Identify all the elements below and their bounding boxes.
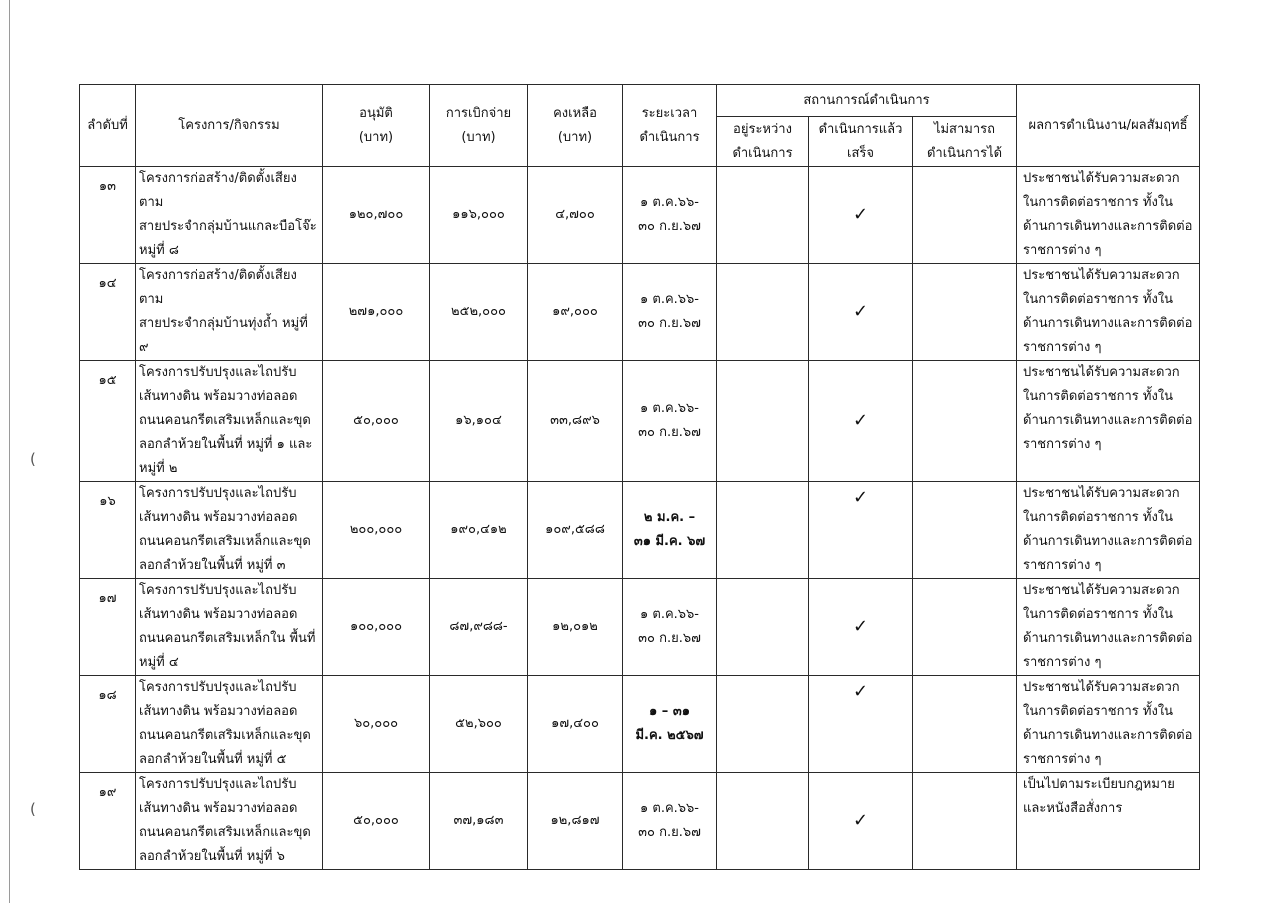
cell-line: ๑ ต.ค.๖๖-	[640, 292, 699, 307]
cell-line: ๑ ต.ค.๖๖-	[640, 801, 699, 816]
approved-amount: ๑๒๐,๗๐๐	[323, 167, 430, 264]
cell-line: ด้านการเดินทางและการติดต่อ	[1023, 219, 1193, 234]
cell-line: ๓๐ ก.ย.๖๗	[638, 316, 701, 331]
cell-line: เส้นทางดิน พร้อมวางท่อลอด	[139, 607, 298, 622]
disbursed-amount: ๑๑๖,๐๐๐	[430, 167, 528, 264]
header-approved: อนุมัติ (บาท)	[323, 85, 430, 167]
approved-amount: ๕๐,๐๐๐	[323, 773, 430, 870]
header-remaining: คงเหลือ (บาท)	[528, 85, 623, 167]
status-unable	[913, 167, 1017, 264]
cell-line: ราชการต่าง ๆ	[1023, 243, 1102, 258]
check-mark-icon: ✓	[852, 681, 869, 702]
header-unable: ไม่สามารถ ดำเนินการได้	[913, 117, 1017, 167]
table-row	[80, 167, 1200, 264]
cell-line: หมู่ที่ ๒	[139, 461, 178, 476]
cell-line: เส้นทางดิน พร้อมวางท่อลอด	[139, 801, 298, 816]
status-completed	[809, 773, 913, 870]
cell-line: ๓๐ ก.ย.๖๗	[638, 219, 701, 234]
status-completed	[809, 482, 913, 579]
row-number: ๑๙	[80, 773, 136, 870]
cell-line: ลอกลำห้วยในพื้นที่ หมู่ที่ ๓	[139, 558, 286, 573]
cell-line: ในการติดต่อราชการ ทั้งใน	[1023, 607, 1174, 622]
check-mark-icon: ✓	[852, 204, 869, 225]
table-row	[80, 264, 1200, 361]
project-name	[136, 676, 323, 773]
result-text	[1017, 264, 1200, 361]
cell-line: ด้านการเดินทางและการติดต่อ	[1023, 316, 1193, 331]
header-status: สถานการณ์ดำเนินการ	[717, 85, 1017, 117]
row-number: ๑๓	[80, 167, 136, 264]
cell-line: โครงการปรับปรุงและไถปรับ	[139, 680, 297, 695]
disbursed-amount: ๑๙๐,๔๑๒	[430, 482, 528, 579]
header-project: โครงการ/กิจกรรม	[136, 85, 323, 167]
cell-line: ๓๑ มี.ค. ๖๗	[633, 534, 706, 549]
check-mark-icon: ✓	[852, 410, 869, 431]
remaining-amount: ๔,๗๐๐	[528, 167, 623, 264]
cell-line: ในการติดต่อราชการ ทั้งใน	[1023, 195, 1174, 210]
status-in-progress	[717, 482, 809, 579]
cell-line: ด้านการเดินทางและการติดต่อ	[1023, 728, 1193, 743]
approved-amount: ๕๐,๐๐๐	[323, 361, 430, 482]
status-unable	[913, 579, 1017, 676]
project-name	[136, 167, 323, 264]
remaining-amount: ๑๐๙,๕๘๘	[528, 482, 623, 579]
header-period: ระยะเวลา ดำเนินการ	[623, 85, 717, 167]
remaining-amount: ๓๓,๘๙๖	[528, 361, 623, 482]
row-number: ๑๘	[80, 676, 136, 773]
disbursed-amount: ๒๕๒,๐๐๐	[430, 264, 528, 361]
cell-line: ๓๐ ก.ย.๖๗	[638, 631, 701, 646]
cell-line: และหนังสือสั่งการ	[1023, 801, 1123, 816]
project-name	[136, 264, 323, 361]
status-in-progress	[717, 264, 809, 361]
cell-line: ราชการต่าง ๆ	[1023, 340, 1102, 355]
cell-line: ถนนคอนกรีตเสริมเหล็กและขุด	[139, 413, 311, 428]
status-in-progress	[717, 773, 809, 870]
cell-line: ๑ ต.ค.๖๖-	[640, 401, 699, 416]
disbursed-amount: ๘๗,๙๘๘-	[430, 579, 528, 676]
cell-line: ราชการต่าง ๆ	[1023, 655, 1102, 670]
cell-line: หมู่ที่ ๔	[139, 655, 179, 670]
result-text	[1017, 676, 1200, 773]
cell-line: ในการติดต่อราชการ ทั้งใน	[1023, 292, 1174, 307]
disbursed-amount: ๕๒,๖๐๐	[430, 676, 528, 773]
remaining-amount: ๑๗,๔๐๐	[528, 676, 623, 773]
status-in-progress	[717, 676, 809, 773]
status-unable	[913, 773, 1017, 870]
cell-line: ลอกลำห้วยในพื้นที่ หมู่ที่ ๑ และ	[139, 437, 313, 452]
period	[623, 361, 717, 482]
period	[623, 773, 717, 870]
table-row	[80, 676, 1200, 773]
status-unable	[913, 676, 1017, 773]
period	[623, 482, 717, 579]
cell-line: ๑ ต.ค.๖๖-	[640, 195, 699, 210]
cell-line: ลอกลำห้วยในพื้นที่ หมู่ที่ ๖	[139, 849, 285, 864]
cell-line: ๓๐ ก.ย.๖๗	[638, 825, 701, 840]
row-number: ๑๔	[80, 264, 136, 361]
cell-line: ด้านการเดินทางและการติดต่อ	[1023, 413, 1193, 428]
cell-line: ถนนคอนกรีตเสริมเหล็กและขุด	[139, 534, 311, 549]
disbursed-amount: ๑๖,๑๐๔	[430, 361, 528, 482]
cell-line: ประชาชนได้รับความสะดวก	[1023, 171, 1180, 186]
status-unable	[913, 264, 1017, 361]
project-name	[136, 361, 323, 482]
header-no: ลำดับที่	[80, 85, 136, 167]
cell-line: ถนนคอนกรีตเสริมเหล็กและขุด	[139, 825, 311, 840]
margin-mark: (	[30, 450, 36, 468]
result-text	[1017, 579, 1200, 676]
period	[623, 167, 717, 264]
cell-line: ราชการต่าง ๆ	[1023, 437, 1102, 452]
cell-line: ๒ ม.ค. –	[643, 510, 696, 525]
status-in-progress	[717, 579, 809, 676]
row-number: ๑๕	[80, 361, 136, 482]
project-name	[136, 482, 323, 579]
remaining-amount: ๑๒,๘๑๗	[528, 773, 623, 870]
remaining-amount: ๑๒,๐๑๒	[528, 579, 623, 676]
table-row	[80, 482, 1200, 579]
result-text	[1017, 773, 1200, 870]
cell-line: เส้นทางดิน พร้อมวางท่อลอด	[139, 510, 298, 525]
cell-line: สายประจำกลุ่มบ้านทุ่งถ้ำ หมู่ที่ ๙	[139, 316, 308, 355]
period	[623, 264, 717, 361]
cell-line: ประชาชนได้รับความสะดวก	[1023, 365, 1180, 380]
status-unable	[913, 482, 1017, 579]
status-in-progress	[717, 167, 809, 264]
status-completed	[809, 167, 913, 264]
cell-line: ในการติดต่อราชการ ทั้งใน	[1023, 704, 1174, 719]
header-in-progress: อยู่ระหว่าง ดำเนินการ	[717, 117, 809, 167]
cell-line: โครงการก่อสร้าง/ติดตั้งเสียงตาม	[139, 268, 297, 307]
cell-line: โครงการปรับปรุงและไถปรับ	[139, 486, 297, 501]
cell-line: ด้านการเดินทางและการติดต่อ	[1023, 534, 1193, 549]
result-text	[1017, 361, 1200, 482]
status-in-progress	[717, 361, 809, 482]
approved-amount: ๑๐๐,๐๐๐	[323, 579, 430, 676]
check-mark-icon: ✓	[852, 301, 869, 322]
cell-line: ถนนคอนกรีตเสริมเหล็กใน พื้นที่	[139, 631, 316, 646]
table-row	[80, 579, 1200, 676]
status-completed	[809, 676, 913, 773]
cell-line: ๓๐ ก.ย.๖๗	[638, 425, 701, 440]
cell-line: ในการติดต่อราชการ ทั้งใน	[1023, 389, 1174, 404]
scan-edge-line	[9, 0, 10, 903]
status-completed	[809, 264, 913, 361]
header-completed: ดำเนินการแล้ว เสร็จ	[809, 117, 913, 167]
cell-line: ลอกลำห้วยในพื้นที่ หมู่ที่ ๕	[139, 752, 287, 767]
cell-line: โครงการปรับปรุงและไถปรับ	[139, 365, 297, 380]
cell-line: ประชาชนได้รับความสะดวก	[1023, 680, 1180, 695]
period	[623, 676, 717, 773]
header-disbursed: การเบิกจ่าย (บาท)	[430, 85, 528, 167]
cell-line: โครงการปรับปรุงและไถปรับ	[139, 777, 297, 792]
cell-line: โครงการก่อสร้าง/ติดตั้งเสียงตาม	[139, 171, 297, 210]
margin-mark: (	[30, 800, 36, 818]
cell-line: เส้นทางดิน พร้อมวางท่อลอด	[139, 704, 298, 719]
cell-line: ราชการต่าง ๆ	[1023, 558, 1102, 573]
cell-line: ถนนคอนกรีตเสริมเหล็กและขุด	[139, 728, 311, 743]
check-mark-icon: ✓	[852, 616, 869, 637]
period	[623, 579, 717, 676]
cell-line: ด้านการเดินทางและการติดต่อ	[1023, 631, 1193, 646]
project-status-table	[79, 84, 1200, 870]
remaining-amount: ๑๙,๐๐๐	[528, 264, 623, 361]
result-text	[1017, 482, 1200, 579]
cell-line: มี.ค. ๒๕๖๗	[635, 728, 704, 743]
result-text	[1017, 167, 1200, 264]
table-header	[80, 85, 1200, 167]
row-number: ๑๖	[80, 482, 136, 579]
table-row	[80, 773, 1200, 870]
cell-line: หมู่ที่ ๘	[139, 243, 179, 258]
status-completed	[809, 579, 913, 676]
table-body	[80, 167, 1200, 870]
cell-line: ประชาชนได้รับความสะดวก	[1023, 268, 1180, 283]
cell-line: ๑ ต.ค.๖๖-	[640, 607, 699, 622]
cell-line: สายประจำกลุ่มบ้านแกละบือโจ๊ะ	[139, 219, 317, 234]
project-name	[136, 773, 323, 870]
status-unable	[913, 361, 1017, 482]
disbursed-amount: ๓๗,๑๘๓	[430, 773, 528, 870]
cell-line: เส้นทางดิน พร้อมวางท่อลอด	[139, 389, 298, 404]
approved-amount: ๒๗๑,๐๐๐	[323, 264, 430, 361]
header-result: ผลการดำเนินงาน/ผลสัมฤทธิ์	[1017, 85, 1200, 167]
cell-line: ประชาชนได้รับความสะดวก	[1023, 486, 1180, 501]
cell-line: ในการติดต่อราชการ ทั้งใน	[1023, 510, 1174, 525]
table-row	[80, 361, 1200, 482]
cell-line: ราชการต่าง ๆ	[1023, 752, 1102, 767]
cell-line: ๑ – ๓๑	[649, 704, 690, 719]
approved-amount: ๖๐,๐๐๐	[323, 676, 430, 773]
check-mark-icon: ✓	[852, 810, 869, 831]
cell-line: เป็นไปตามระเบียบกฎหมาย	[1023, 777, 1175, 792]
cell-line: ประชาชนได้รับความสะดวก	[1023, 583, 1180, 598]
project-name	[136, 579, 323, 676]
status-completed	[809, 361, 913, 482]
approved-amount: ๒๐๐,๐๐๐	[323, 482, 430, 579]
row-number: ๑๗	[80, 579, 136, 676]
cell-line: โครงการปรับปรุงและไถปรับ	[139, 583, 297, 598]
check-mark-icon: ✓	[852, 487, 869, 508]
